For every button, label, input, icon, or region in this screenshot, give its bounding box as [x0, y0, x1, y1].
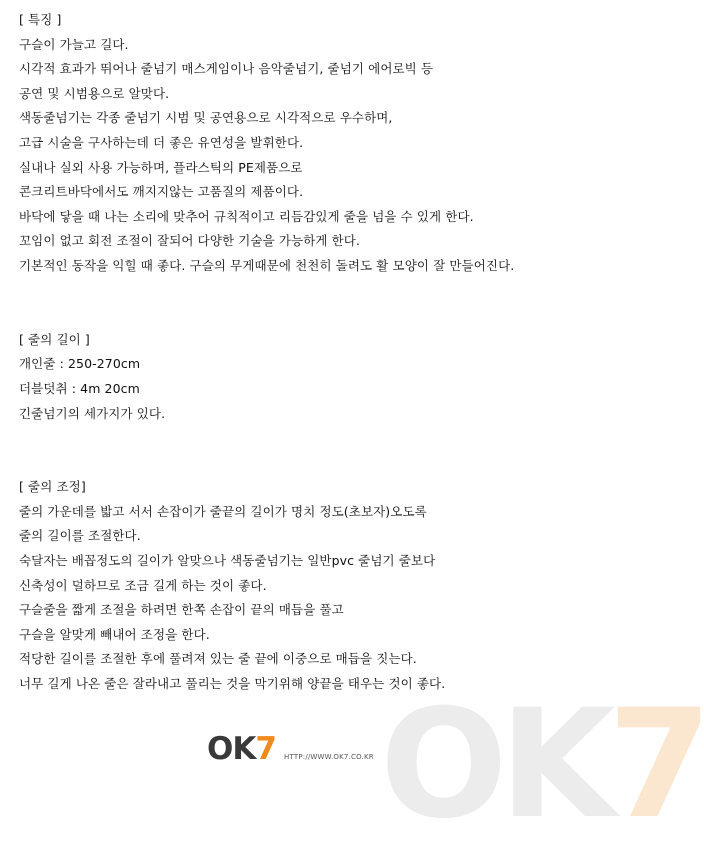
section-spacer [19, 303, 594, 328]
adjust-line: 구슬을 알맞게 빼내어 조정을 한다. [19, 626, 210, 642]
adjust-line: 줄의 길이를 조절한다. [19, 528, 141, 544]
adjust-line: 숙달자는 배꼽정도의 길이가 알맞으나 색동줄넘기는 일반pvc 줄넘기 줄보다 [19, 553, 436, 569]
length-line: 더블덧취 : 4m 20cm [19, 380, 140, 396]
logo-seven-text: 7 [255, 731, 276, 767]
section-spacer [19, 279, 594, 304]
adjust-line: 구슬줄을 짧게 조절을 하려면 한쪽 손잡이 끝의 매듭을 풀고 [19, 602, 344, 618]
length-heading: [ 줄의 길이 ] [19, 331, 90, 347]
features-heading: [ 특징 ] [19, 12, 62, 27]
features-line: 공연 및 시범용으로 알맞다. [19, 85, 170, 101]
adjust-line: 적당한 길이를 조절한 후에 풀려져 있는 줄 끝에 이중으로 매듭을 짓는다. [19, 651, 417, 667]
features-line: 기본적인 동작을 익힐 때 좋다. 구슬의 무게때문에 천천히 돌려도 활 모양이 잘 만들어진다. [19, 257, 515, 273]
features-line: 시각적 효과가 뛰어나 줄넘기 매스게임이나 음악줄넘기, 줄넘기 에어로빅 등 [19, 61, 434, 77]
length-line: 긴줄넘기의 세가지가 있다. [19, 405, 166, 421]
adjust-line: 줄의 가운데를 밟고 서서 손잡이가 줄끝의 길이가 명치 정도(초보자)오도록 [19, 503, 427, 519]
features-line: 바닥에 닿을 때 나는 소리에 맞추어 규칙적이고 리듬감있게 줄을 넘을 수 있게 한다. [19, 208, 474, 224]
watermark-seven-text: 7 [607, 678, 704, 852]
features-line: 고급 시술을 구사하는데 더 좋은 유연성을 발휘한다. [19, 134, 304, 150]
features-line: 구슬이 가늘고 길다. [19, 36, 129, 52]
ok7-logo [207, 730, 374, 768]
logo-wordmark [207, 730, 276, 768]
adjust-line: 신축성이 덜하므로 조금 길게 하는 것이 좋다. [19, 577, 267, 593]
features-line: 실내나 실외 사용 가능하며, 플라스틱의 PE제품으로 [19, 159, 303, 175]
section-spacer [19, 426, 594, 451]
features-line: 색동줄넘기는 각종 줄넘기 시범 및 공연용으로 시각적으로 우수하며, [19, 110, 393, 126]
length-line: 개인줄 : 250-270cm [19, 356, 141, 372]
logo-url: HTTP://WWW.OK7.CO.KR [284, 753, 374, 761]
logo-ok-text: OK [207, 731, 256, 767]
features-line: 꼬임이 없고 회전 조절이 잘되어 다양한 기술을 가능하게 한다. [19, 233, 361, 249]
watermark-ok-text: OK [380, 678, 608, 852]
adjust-heading: [ 줄의 조정] [19, 479, 86, 495]
section-spacer [19, 451, 594, 476]
features-line: 콘크리트바닥에서도 깨지지않는 고품질의 제품이다. [19, 184, 304, 200]
ok7-watermark [380, 678, 704, 852]
adjust-line: 너무 길게 나온 줄은 잘라내고 풀리는 것을 막기위해 양끝을 태우는 것이 좋다. [19, 676, 446, 692]
product-description [19, 8, 594, 697]
